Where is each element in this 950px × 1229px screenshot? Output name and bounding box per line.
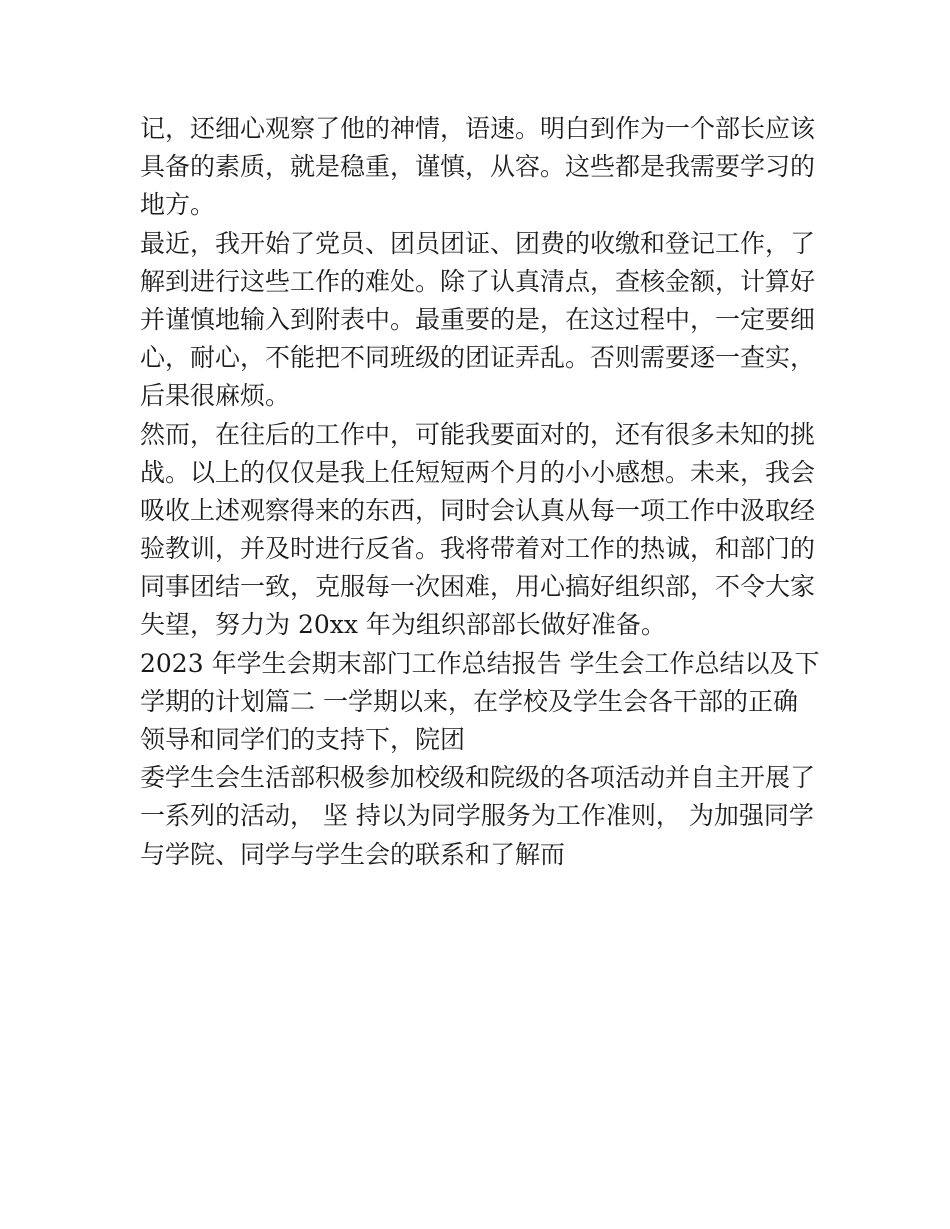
text-line: 同事团结一致，克服每一次困难，用心搞好组织部，不令大家 (140, 572, 816, 602)
text-line: 最近，我开始了党员、团员团证、团费的收缴和登记工作，了 (140, 228, 816, 258)
text-line: 失望，努力为 20xx 年为组织部部长做好准备。 (140, 610, 666, 640)
text-line: 具备的素质，就是稳重，谨慎，从容。这些都是我需要学习的 (140, 152, 816, 182)
text-line: 与学院、同学与学生会的联系和了解而 (140, 839, 566, 869)
text-line: 一系列的活动， 坚 持以为同学服务为工作准则， 为加强同学 (140, 801, 814, 831)
document-body (140, 110, 820, 874)
text-line: 地方。 (140, 190, 216, 220)
text-line: 解到进行这些工作的难处。除了认真清点，查核金额，计算好 (140, 266, 816, 296)
text-line: 并谨慎地输入到附表中。最重要的是，在这过程中，一定要细 (140, 304, 816, 334)
text-line: 2023 年学生会期末部门工作总结报告 学生会工作总结以及下 (140, 648, 820, 678)
text-line: 记，还细心观察了他的神情，语速。明白到作为一个部长应该 (140, 114, 816, 143)
text-line: 验教训，并及时进行反省。我将带着对工作的热诚，和部门的 (140, 534, 816, 564)
text-line: 心，耐心，不能把不同班级的团证弄乱。否则需要逐一查实， (140, 343, 816, 373)
text-line: 然而，在往后的工作中，可能我要面对的，还有很多未知的挑 (140, 419, 816, 449)
text-line: 委学生会生活部积极参加校级和院级的各项活动并自主开展了 (140, 763, 816, 793)
text-line: 战。以上的仅仅是我上任短短两个月的小小感想。未来，我会 (140, 457, 816, 487)
text-line: 吸收上述观察得来的东西，同时会认真从每一项工作中汲取经 (140, 495, 816, 525)
text-line: 学期的计划篇二 一学期以来，在学校及学生会各干部的正确 (140, 686, 798, 716)
text-line: 后果很麻烦。 (140, 381, 291, 411)
text-line: 领导和同学们的支持下，院团 (140, 725, 466, 754)
